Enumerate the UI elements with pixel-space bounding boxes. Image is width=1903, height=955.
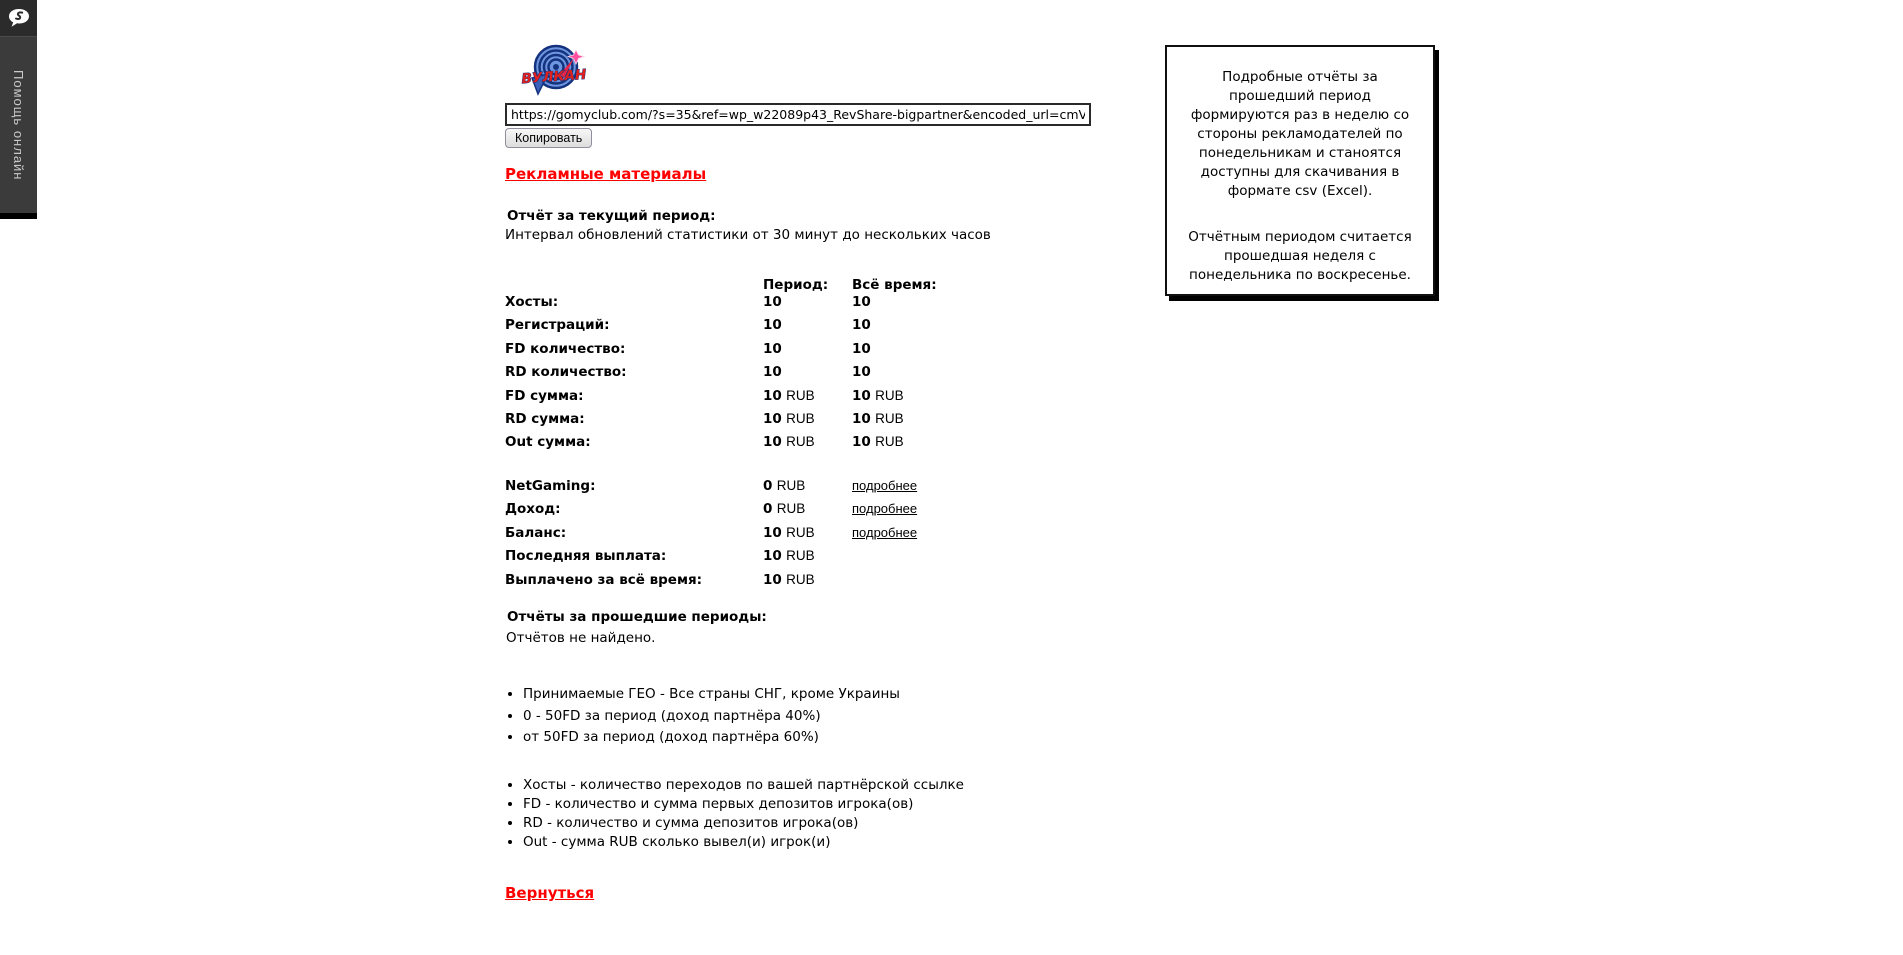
stat-period-value: 10 RUB	[763, 387, 815, 404]
stat-label: RD сумма:	[505, 410, 585, 427]
promo-materials-link[interactable]: Рекламные материалы	[505, 165, 707, 183]
stat-alltime-value: 10 RUB	[852, 387, 904, 404]
past-reports-empty: Отчётов не найдено.	[506, 630, 656, 646]
details-link-income[interactable]: подробнее	[852, 501, 918, 517]
stat-alltime-value: 10	[852, 364, 871, 381]
svg-text:ВУЛКАН: ВУЛКАН	[521, 66, 587, 88]
stat-label: Out сумма:	[505, 434, 591, 451]
summary-value: 0 RUB	[763, 478, 806, 494]
list-item: • FD - количество и сумма первых депозитов игрока(ов)	[523, 795, 964, 814]
stat-label: Хосты:	[505, 294, 559, 310]
stat-label: FD количество:	[505, 340, 626, 357]
summary-value: 10 RUB	[763, 571, 815, 588]
list-item: • RD - количество и сумма депозитов игрока(ов)	[523, 814, 964, 833]
info-panel-paragraph-2: Отчётным периодом считается прошедшая неделя с понедельника по воскресенье.	[1188, 229, 1412, 283]
chat-bubble-icon[interactable]	[0, 0, 37, 37]
stat-period-value: 10 RUB	[763, 410, 815, 427]
referral-url-input[interactable]	[505, 103, 1091, 126]
back-link[interactable]: Вернуться	[505, 884, 595, 902]
stat-period-value: 10	[763, 340, 782, 357]
col-period-header: Период:	[763, 277, 829, 293]
stat-label: Регистраций:	[505, 317, 610, 334]
online-help-widget[interactable]	[0, 0, 37, 219]
chat-tab-shadow	[0, 213, 37, 219]
stats-table	[505, 294, 955, 458]
info-panel	[1165, 45, 1435, 296]
info-panel-paragraph-1: Подробные отчёты за прошедший период формируются раз в неделю со стороны рекламодателей по понедельникам и станоятся доступны для скачивания в формате csv (Excel).	[1190, 69, 1410, 199]
current-report-subtitle: Интервал обновлений статистики от 30 минут до нескольких часов	[505, 227, 991, 243]
stat-period-value: 10 RUB	[763, 434, 815, 451]
list-item: • Out - сумма RUB сколько вывел(и) игрок(и)	[523, 833, 964, 852]
stat-period-value: 10	[763, 364, 782, 381]
col-alltime-header: Всё время:	[852, 277, 937, 293]
summary-value: 10 RUB	[763, 524, 815, 541]
stat-label: FD сумма:	[505, 387, 584, 404]
stat-period-value: 10	[763, 317, 782, 334]
details-link-netgaming[interactable]: подробнее	[852, 478, 918, 493]
list-item: • 0 - 50FD за период (доход партнёра 40%)	[523, 706, 900, 728]
stats-header	[505, 277, 937, 293]
list-item: • Хосты - количество переходов по вашей партнёрской ссылке	[523, 776, 964, 795]
stat-label: RD количество:	[505, 364, 627, 381]
glossary-list	[523, 776, 964, 852]
stat-period-value: 10	[763, 294, 782, 310]
summary-value: 0 RUB	[763, 501, 806, 518]
summary-label: Баланс:	[505, 524, 567, 541]
stat-alltime-value: 10 RUB	[852, 410, 904, 427]
past-reports-title: Отчёты за прошедшие периоды:	[507, 609, 767, 625]
stat-alltime-value: 10	[852, 317, 871, 334]
details-link-balance[interactable]: подробнее	[852, 524, 918, 540]
list-item: • Принимаемые ГЕО - Все страны СНГ, кроме Украины	[523, 684, 900, 706]
summary-value: 10 RUB	[763, 548, 815, 565]
summary-label: Последняя выплата:	[505, 548, 667, 565]
stat-alltime-value: 10 RUB	[852, 434, 904, 451]
summary-label: NetGaming:	[505, 478, 596, 494]
stat-alltime-value: 10	[852, 294, 871, 310]
vulkan-logo	[520, 44, 588, 96]
summary-label: Доход:	[505, 501, 561, 518]
summary-table	[505, 478, 955, 595]
stat-alltime-value: 10	[852, 340, 871, 357]
online-help-label: Помощь онлайн	[11, 69, 26, 181]
terms-list	[523, 684, 900, 749]
current-report-title: Отчёт за текущий период:	[507, 208, 716, 224]
copy-button[interactable]: Копировать	[505, 128, 592, 148]
online-help-tab[interactable]	[0, 37, 37, 213]
list-item: • от 50FD за период (доход партнёра 60%)	[523, 727, 900, 749]
summary-label: Выплачено за всё время:	[505, 571, 703, 588]
